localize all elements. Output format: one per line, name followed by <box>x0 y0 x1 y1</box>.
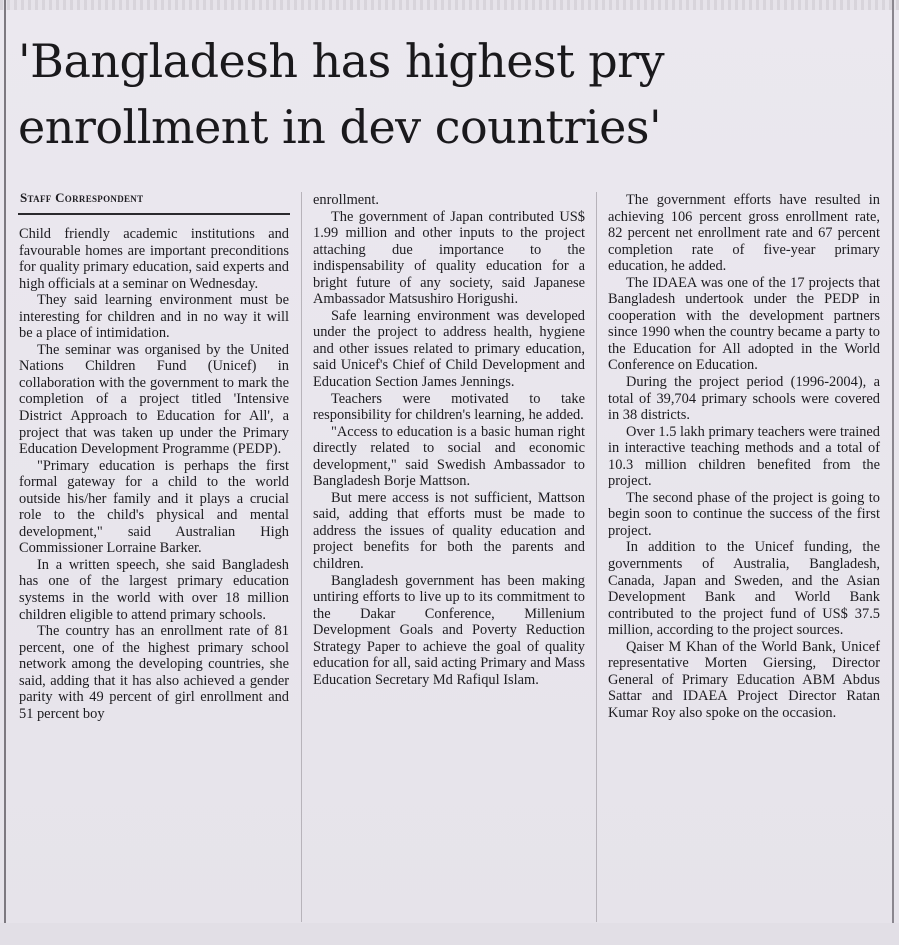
paragraph: But mere access is not sufficient, Mattson said, adding that efforts must be made to address the issues of quality education and project benefits for both the parents and children. <box>313 489 585 573</box>
paragraph: "Primary education is perhaps the first formal gateway for a child to the world outside his/her family and it plays a crucial role to the child's physical and mental development," said Australian High Commissioner Lorraine Barker. <box>19 457 289 557</box>
paragraph: They said learning environment must be interesting for children and in no way it will be a place of intimidation. <box>19 292 289 342</box>
byline-rule <box>18 213 290 215</box>
article-column-3 <box>608 192 880 722</box>
paragraph: The government efforts have resulted in achieving 106 percent gross enrollment rate, 82 percent net enrollment rate and 67 percent completion rate of five-year primary education, he added. <box>608 192 880 275</box>
article-headline: 'Bangladesh has highest pry enrollment in dev countries' <box>18 34 665 154</box>
paragraph: During the project period (1996-2004), a total of 39,704 primary schools were covered in 38 districts. <box>608 374 880 424</box>
paragraph: "Access to education is a basic human right directly related to social and economic development," said Swedish Ambassador to Bangladesh Borje Mattson. <box>313 423 585 490</box>
paragraph: The seminar was organised by the United Nations Children Fund (Unicef) in collaboration with the government to mark the completion of a project titled 'Intensive District Approach to Education for All', a project that was taken up under the Primary Education Development Programme (PEDP). <box>19 341 289 458</box>
column-divider <box>301 192 302 922</box>
paragraph: enrollment. <box>313 192 379 208</box>
paragraph: Safe learning environment was developed under the project to address health, hygiene and other issues related to primary education, said Unicef's Chief of Child Development and Education Section James Jennings. <box>313 307 585 391</box>
paragraph: Teachers were motivated to take responsibility for children's learning, he added. <box>313 390 585 424</box>
article-column-2 <box>313 192 585 688</box>
paragraph: The government of Japan contributed US$ 1.99 million and other inputs to the project attaching due importance to the indispensability of quality education for a bright future of any society, said Japanese Ambassador Matsushiro Horigushi. <box>313 208 585 308</box>
paragraph: In addition to the Unicef funding, the governments of Australia, Bangladesh, Canada, Japan and Sweden, and the Asian Development Bank and World Bank contributed to the project fund of US$ 37.5 million, according to the project sources. <box>608 539 880 639</box>
paragraph: The country has an enrollment rate of 81 percent, one of the highest primary school network among the developing countries, she said, adding that it has also achieved a gender parity with 49 percent of girl enrollment and 51 percent boy <box>19 623 289 722</box>
byline: Staff Correspondent <box>20 190 144 205</box>
paragraph: Over 1.5 lakh primary teachers were trained in interactive teaching methods and a total of 10.3 million children benefited from the project. <box>608 423 880 490</box>
previous-article-remnant <box>0 0 899 10</box>
page-margin <box>0 923 899 945</box>
paragraph: In a written speech, she said Bangladesh has one of the largest primary education systems in the world with over 18 million children eligible to attend primary schools. <box>19 556 289 623</box>
left-column-rule <box>4 0 6 945</box>
article-column-1 <box>19 226 289 722</box>
right-column-rule <box>892 0 894 945</box>
paragraph: Qaiser M Khan of the World Bank, Unicef representative Morten Giersing, Director General of Primary Education ABM Abdus Sattar and IDAEA Project Director Ratan Kumar Roy also spoke on the occasion. <box>608 638 880 721</box>
paragraph: Child friendly academic institutions and favourable homes are important preconditions for quality primary education, said experts and high officials at a seminar on Wednesday. <box>19 226 289 292</box>
paragraph: Bangladesh government has been making untiring efforts to live up to its commitment to the Dakar Conference, Millenium Development Goals and Poverty Reduction Strategy Paper to achieve the goal of quality education for all, said acting Primary and Mass Education Secretary Md Rafiqul Islam. <box>313 572 585 688</box>
column-divider <box>596 192 597 922</box>
paragraph: The second phase of the project is going to begin soon to continue the success of the first project. <box>608 489 880 539</box>
paragraph: The IDAEA was one of the 17 projects that Bangladesh undertook under the PEDP in cooperation with the development partners since 1990 when the country became a party to the Education for All adopted in the World Conference on Education. <box>608 274 880 374</box>
